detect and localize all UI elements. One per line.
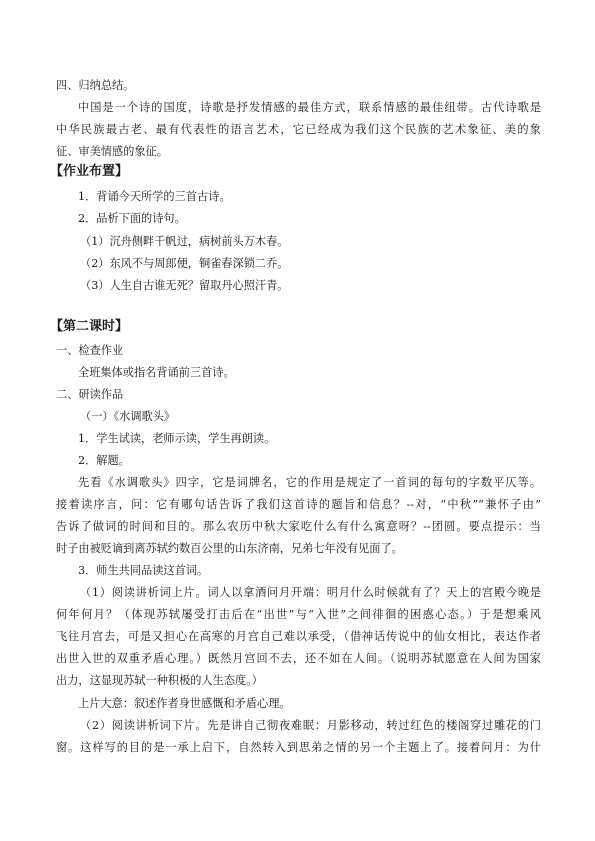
part1-line: 何年何月？（体现苏轼屡受打击后在“出世”与“入世”之间徘徊的困惑心态。）于是想乘风 [56, 608, 541, 621]
study-heading: 二、研读作品 [56, 388, 124, 401]
intro-line: 告诉了做词的时间和目的。那么农历中秋大家吃什么有什么寓意呀？--团圆。要点提示：当 [56, 520, 541, 533]
check-text: 全班集体或指名背诵前三首诗。 [78, 366, 235, 379]
lesson2-title: 【第二课时】 [50, 319, 129, 334]
part1-summary: 上片大意：叙述作者身世感慨和矛盾心理。 [78, 697, 291, 710]
intro-line: 时子由被贬谪到离苏轼约数百公里的山东济南，兄弟七年没有见面了。 [56, 542, 403, 555]
part1-line: 出力，这显现苏轼一种积极的人生态度。） [56, 674, 263, 687]
summary-heading: 四、归纳总结。 [56, 79, 135, 92]
homework-item: （2）东风不与周郎便，铜雀春深锁二乔。 [80, 257, 289, 270]
homework-title: 【作业布置】 [50, 164, 129, 179]
intro-line: 先看《水调歌头》四字，它是词牌名，它的作用是规定了一首词的每句的字数平仄等。 [78, 476, 541, 489]
summary-line: 征、审美情感的象征。 [56, 145, 168, 158]
intro-line: 接着读序言，问：它有哪句话告诉了我们这首诗的题旨和信息？--对，“中秋”“兼怀子由” [56, 498, 541, 511]
summary-line: 中国是一个诗的国度，诗歌是抒发情感的最佳方式，联系情感的最佳纽带。古代诗歌是 [78, 101, 541, 114]
part2-line: 窗。这样写的目的是一承上启下，自然转入到思弟之情的另一个主题上了。接着问月：为什 [56, 741, 541, 754]
homework-item: 2．品析下面的诗句。 [78, 212, 186, 225]
homework-item: 1．背诵今天所学的三首古诗。 [78, 190, 231, 203]
study-subheading: （一）《水调歌头》 [80, 410, 176, 423]
part1-line: （1）阅读讲析词上片。词人以拿酒问月开端：明月什么时候就有了？天上的宫殿今晚是 [80, 586, 541, 599]
homework-item: （3）人生自古谁无死？留取丹心照汗青。 [80, 279, 289, 292]
part1-line: 飞往月宫去，可是又担心在高寒的月宫自己难以承受，（借神话传说中的仙女相比，表达作者 [56, 630, 541, 643]
study-step: 3．师生共同品读这首词。 [78, 564, 209, 577]
part1-line: 出世入世的双重矛盾心理。）既然月宫回不去，还不如在人间。（说明苏轼愿意在人间为国家 [56, 652, 541, 665]
part2-line: （2）阅读讲析词下片。先是讲自己彻夜难眠：月影移动，转过红色的楼阁穿过雕花的门 [80, 719, 541, 732]
summary-line: 中华民族最古老、最有代表性的语言艺术，它已经成为我们这个民族的艺术象征、美的象 [56, 123, 541, 136]
study-step: 1．学生试读，老师示读，学生再朗读。 [78, 432, 276, 445]
study-step: 2．解题。 [78, 454, 130, 467]
check-heading: 一、检查作业 [56, 344, 124, 357]
homework-item: （1）沉舟侧畔千帆过，病树前头万木春。 [80, 235, 289, 248]
